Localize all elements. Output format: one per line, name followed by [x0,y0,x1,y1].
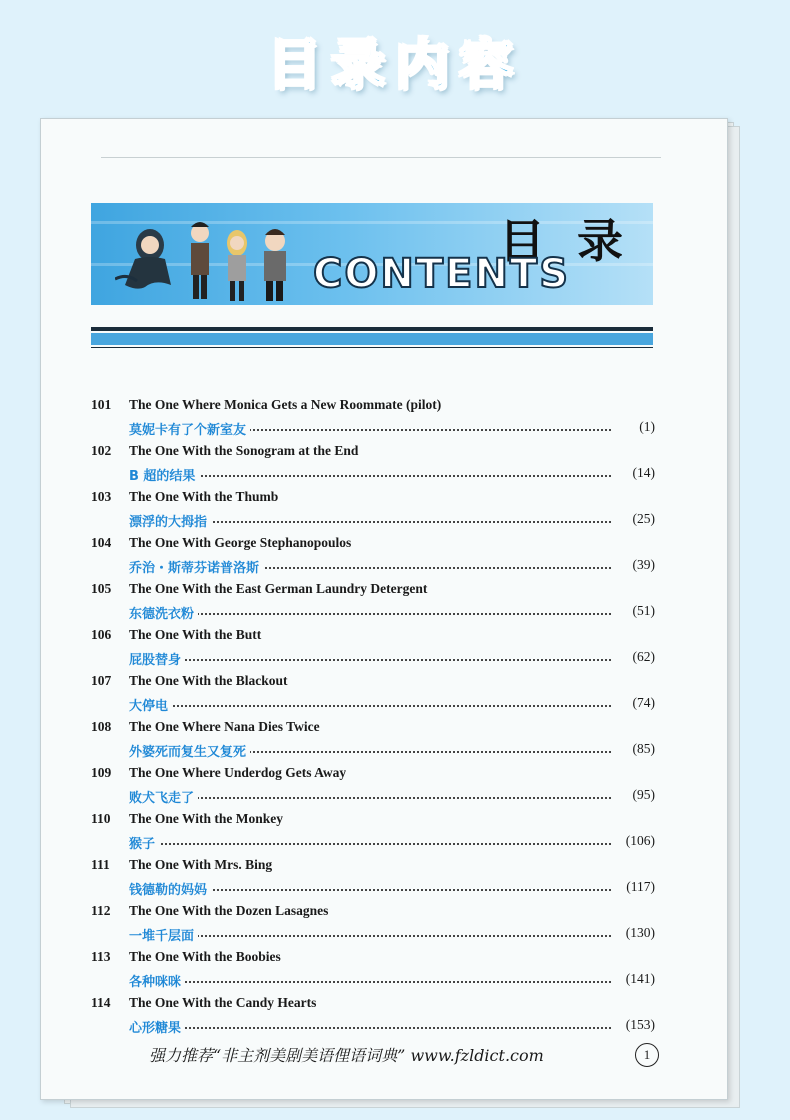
toc-entry[interactable] [91,441,655,487]
header-rule-thin [91,347,653,348]
toc-entry-page: (130) [623,925,655,941]
toc-entry-page: (85) [630,741,656,757]
toc-entry-page: (95) [630,787,656,803]
toc-entry-page: (74) [630,695,656,711]
toc-entry-english-title: The One With the Candy Hearts [129,995,317,1010]
toc-entry-page: (25) [630,511,656,527]
toc-entry-english-title: The One Where Monica Gets a New Roommate (pilot) [129,397,442,412]
contents-chinese-title: 目 录 [498,214,631,268]
toc-entry-number: 113 [91,949,111,964]
toc-entry-english-title: The One With the East German Laundry Detergent [129,581,428,596]
toc-entry-english-title: The One With the Butt [129,627,262,642]
toc-entry[interactable] [91,671,655,717]
toc-entry[interactable] [91,717,655,763]
toc-entry[interactable] [91,901,655,947]
toc-entry-page: (39) [630,557,656,573]
toc-entry-chinese-title: 心形糖果 [129,1017,185,1036]
toc-entry-english-title: The One With the Monkey [129,811,284,826]
toc-entry[interactable] [91,947,655,993]
toc-entry-page: (117) [623,879,655,895]
toc-leader-dots [129,1027,611,1029]
toc-leader-dots [129,843,611,845]
toc-entry-number: 108 [91,719,112,734]
toc-entry-chinese-title: 败犬飞走了 [129,787,198,806]
toc-entry-number: 111 [91,857,110,872]
toc-leader-dots [129,475,611,477]
toc-entry-number: 107 [91,673,112,688]
toc-leader-dots [129,935,611,937]
toc-entry-page: (62) [630,649,656,665]
page-number: 1 [635,1043,659,1067]
toc-entry-number: 102 [91,443,112,458]
toc-leader-dots [129,797,611,799]
toc-entry-number: 110 [91,811,111,826]
toc-entry-page: (141) [623,971,655,987]
header-rule-thick [91,327,653,331]
toc-entry-chinese-title: 一堆千层面 [129,925,198,944]
banner-title: 目录内容 [267,33,523,96]
toc-entry-chinese-title: 外婆死而复生又复死 [129,741,250,760]
character-4 [264,229,286,301]
toc-entry[interactable] [91,993,655,1039]
toc-entry-page: (14) [630,465,656,481]
character-1 [115,229,171,289]
toc-entry-english-title: The One With the Sonogram at the End [129,443,359,458]
toc-entry-english-title: The One With the Blackout [129,673,288,688]
toc-entry-chinese-title: 大停电 [129,695,172,714]
toc-entry-number: 103 [91,489,112,504]
toc-entry[interactable] [91,809,655,855]
toc-entry-chinese-title: 猴子 [129,833,159,852]
toc-entry-page: (1) [636,419,655,435]
toc-entry-english-title: The One With the Thumb [129,489,279,504]
toc-entry-english-title: The One With the Dozen Lasagnes [129,903,329,918]
toc-entry[interactable] [91,763,655,809]
toc-entry-chinese-title: 乔治・斯蒂芬诺普洛斯 [129,557,263,576]
show-through-line [101,147,661,158]
character-2 [191,222,209,299]
toc-leader-dots [129,981,611,983]
character-3 [227,230,247,301]
toc-leader-dots [129,705,611,707]
toc-entry[interactable] [91,487,655,533]
toc-leader-dots [129,613,611,615]
toc-entry-page: (51) [630,603,656,619]
toc-entry-number: 105 [91,581,112,596]
toc-entry-english-title: The One With George Stephanopoulos [129,535,352,550]
toc-entry[interactable] [91,855,655,901]
toc-entry-chinese-title: 屁股替身 [129,649,185,668]
toc-entry-page: (106) [623,833,655,849]
toc-entry-chinese-title: 漂浮的大拇指 [129,511,211,530]
toc-entry[interactable] [91,579,655,625]
toc-entry[interactable] [91,533,655,579]
toc-entry-english-title: The One With the Boobies [129,949,281,964]
toc-entry-number: 101 [91,397,112,412]
toc-entry-number: 106 [91,627,112,642]
toc-entry[interactable] [91,395,655,441]
toc-entry-chinese-title: 莫妮卡有了个新室友 [129,419,250,438]
footer-slogan: 强力推荐“非主剂美剧美语俚语词典” www.fzldict.com [149,1046,544,1065]
toc-entry-number: 104 [91,535,112,550]
cartoon-characters-illustration [115,215,305,305]
toc-entry[interactable] [91,625,655,671]
toc-entry-chinese-title: B 超的结果 [129,465,199,484]
toc-entry-number: 112 [91,903,111,918]
toc-entry-english-title: The One Where Underdog Gets Away [129,765,347,780]
contents-english-title: CONTENTS [313,251,571,297]
contents-header [91,203,653,305]
toc-entry-english-title: The One Where Nana Dies Twice [129,719,320,734]
toc-entry-chinese-title: 钱德勒的妈妈 [129,879,211,898]
toc-entry-page: (153) [623,1017,655,1033]
toc-entry-chinese-title: 东德洗衣粉 [129,603,198,622]
toc-leader-dots [129,659,611,661]
toc-entry-number: 114 [91,995,111,1010]
toc-entry-number: 109 [91,765,112,780]
toc-entry-english-title: The One With Mrs. Bing [129,857,273,872]
header-rule-blue [91,333,653,345]
toc-entry-chinese-title: 各种咪咪 [129,971,185,990]
table-of-contents [91,395,655,1039]
book-page [40,118,728,1100]
